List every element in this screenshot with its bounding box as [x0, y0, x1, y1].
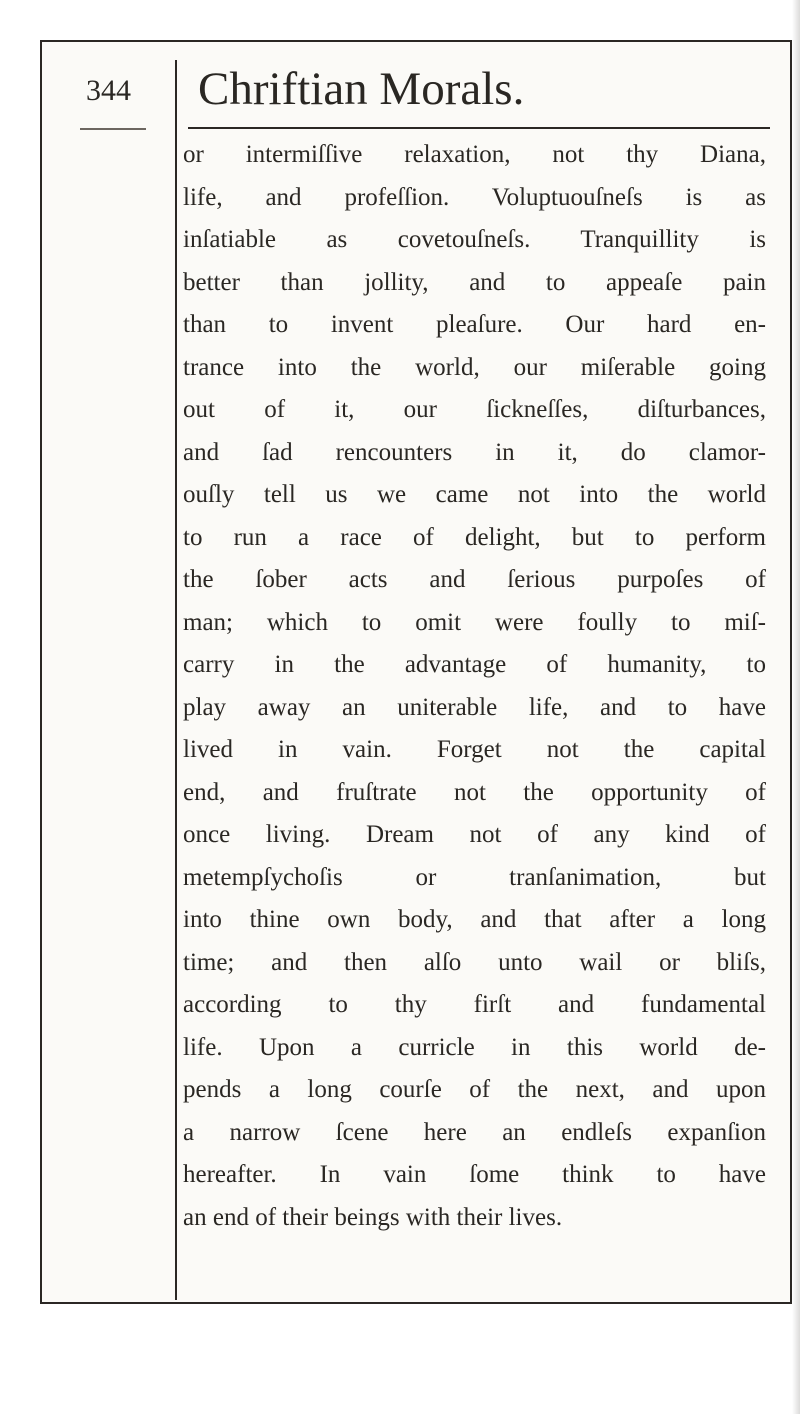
text-line: metempſychoſis or tranſanimation, but: [183, 863, 766, 891]
text-line: and ſad rencounters in it, do clamor-: [183, 438, 766, 466]
text-line: man; which to omit were foully to miſ-: [183, 608, 766, 636]
text-line: the ſober acts and ſerious purpoſes of: [183, 566, 766, 593]
text-line: life, and profeſſion. Voluptuouſneſs is as: [183, 183, 766, 211]
text-line: pends a long courſe of the next, and upon: [183, 1076, 766, 1103]
text-line: better than jollity, and to appeaſe pain: [183, 268, 766, 296]
text-line: inſatiable as covetouſneſs. Tranquillity is: [183, 226, 766, 253]
text-line: according to thy firſt and fundamental: [183, 991, 766, 1018]
text-line: once living. Dream not of any kind of: [183, 821, 766, 848]
text-line: life. Upon a curricle in this world de-: [183, 1033, 766, 1061]
text-line: hereafter. In vain ſome think to have: [183, 1161, 766, 1188]
text-line: time; and then alſo unto wail or bliſs,: [183, 948, 766, 976]
text-line: ouſly tell us we came not into the world: [183, 481, 766, 508]
text-line: play away an uniterable life, and to have: [183, 693, 766, 721]
text-line: or intermiſſive relaxation, not thy Diana,: [183, 141, 766, 168]
running-title: Chriftian Morals.: [198, 63, 525, 115]
text-line: a narrow ſcene here an endleſs expanſion: [183, 1118, 766, 1146]
page-edge-shadow: [792, 0, 800, 1414]
text-line: end, and fruſtrate not the opportunity of: [183, 778, 766, 806]
page-number-rule: [80, 128, 146, 130]
text-line: than to invent pleaſure. Our hard en-: [183, 311, 766, 338]
text-line: an end of their beings with their lives.: [183, 1203, 563, 1231]
text-line: to run a race of delight, but to perform: [183, 523, 766, 551]
title-rule: [188, 127, 770, 129]
text-line: into thine own body, and that after a long: [183, 906, 766, 933]
text-line: carry in the advantage of humanity, to: [183, 651, 766, 678]
margin-rule: [175, 60, 177, 1300]
body-text: [183, 134, 766, 1239]
text-line: lived in vain. Forget not the capital: [183, 736, 766, 763]
text-line: trance into the world, our miſerable going: [183, 353, 766, 381]
text-line: out of it, our ſickneſſes, diſturbances,: [183, 396, 766, 423]
page-number: 344: [86, 74, 131, 107]
